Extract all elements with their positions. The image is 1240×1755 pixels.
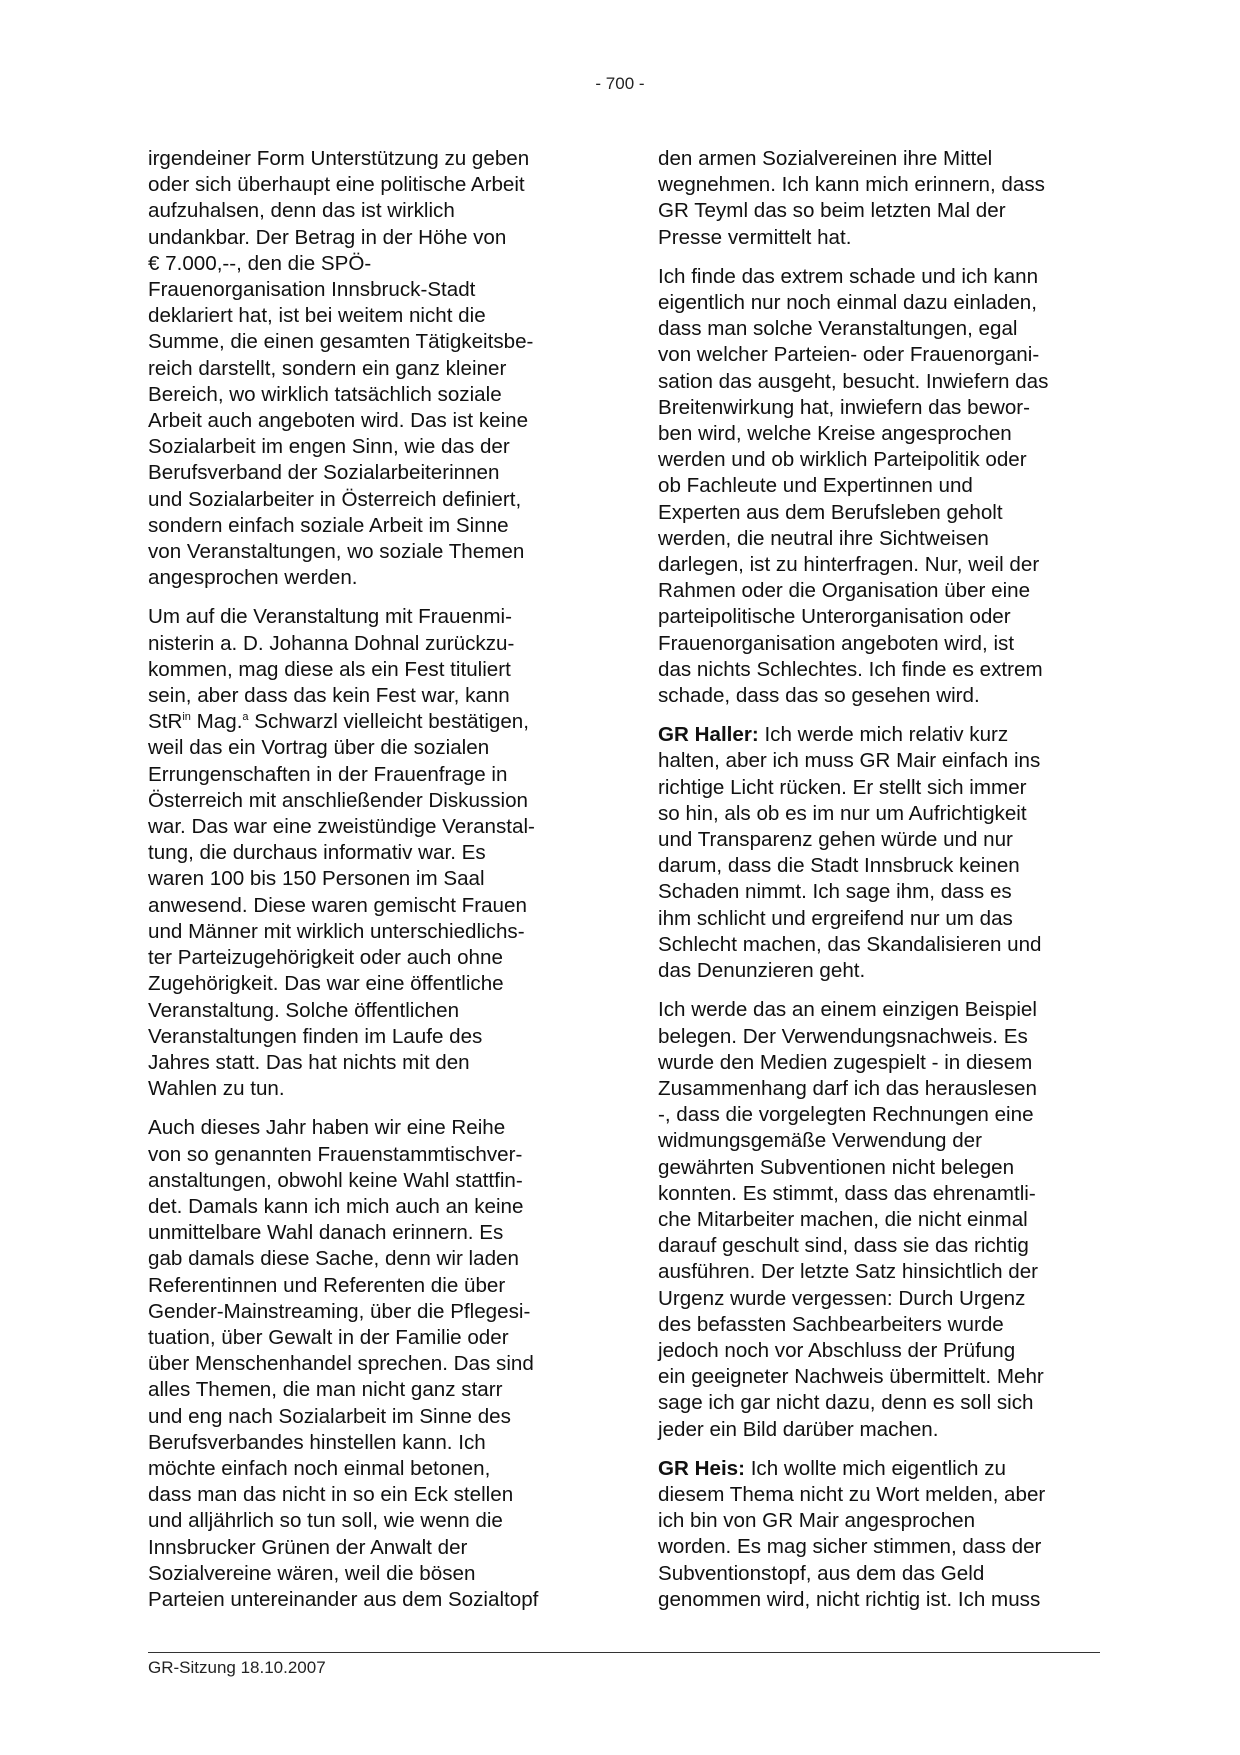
paragraph: Auch dieses Jahr haben wir eine Reihe von so genannten Frauenstammtischver- anstaltungen, obwohl keine Wahl stattfin- det. Damals kann ich mich auch an keine unmittelbare Wahl danach erinnern. Es gab damals diese Sache, denn wir laden Referentinnen und Referenten die über Gender-Mainstreaming, über die Pflegesi- tuation, über Gewalt in der Familie oder über Menschenhandel sprechen. Das sind alles Themen, die man nicht ganz starr und eng nach Sozialarbeit im Sinne des Berufsverbandes hinstellen kann. Ich möchte einfach noch einmal betonen, dass man das nicht in so ein Eck stellen und alljährlich so tun soll, wie wenn die Innsbrucker Grünen der Anwalt der Sozialvereine wären, weil die bösen Parteien untereinander aus dem Sozialtopf xyxy=(148,1116,539,1611)
left-column xyxy=(148,146,594,1626)
superscript: in xyxy=(182,711,191,724)
speaker-name: GR Heis: xyxy=(658,1456,745,1480)
footer-divider xyxy=(148,1652,1100,1653)
superscript: a xyxy=(242,711,249,724)
paragraph: irgendeiner Form Unterstützung zu geben oder sich überhaupt eine politische Arbeit aufzuhalsen, denn das ist wirklich undankbar. Der Betrag in der Höhe von € 7.000,--, den die SPÖ- Frauenorganisation Innsbruck-Stadt deklariert hat, ist bei weitem nicht die Summe, die einen gesamten Tätigkeitsbe- reich darstellt, sondern ein ganz kleiner Bereich, wo wirklich tatsächlich soziale Arbeit auch angeboten wird. Das ist keine Sozialarbeit im engen Sinn, wie das der Berufsverband der Sozialarbeiterinnen und Sozialarbeiter in Österreich definiert, sondern einfach soziale Arbeit im Sinne von Veranstaltungen, wo soziale Themen angesprochen werden. xyxy=(148,147,534,590)
paragraph xyxy=(658,1456,1104,1613)
paragraph-text: Ich werde mich relativ kurz halten, aber ich muss GR Mair einfach ins richtige Licht rücken. Er stellt sich immer so hin, als ob es im nur um Aufrichtigkeit und Transparenz gehen würde und nur darum, dass die Stadt Innsbruck keinen Schaden nimmt. Ich sage ihm, dass es ihm schlicht und ergreifend nur um das Schlecht machen, das Skandalisieren und das Denunzieren geht. xyxy=(658,723,1042,983)
paragraph: Ich finde das extrem schade und ich kann eigentlich nur noch einmal dazu einladen, dass man solche Veranstaltungen, egal von welcher Parteien- oder Frauenorgani- sation das ausgeht, besucht. Inwiefern das Breitenwirkung hat, inwiefern das bewor- ben wird, welche Kreise angesprochen werden und ob wirklich Parteipolitik oder ob Fachleute und Expertinnen und Experten aus dem Berufsleben geholt werden, die neutral ihre Sichtweisen darlegen, ist zu hinterfragen. Nur, weil der Rahmen oder die Organisation über eine parteipolitische Unterorganisation oder Frauenorganisation angeboten wird, ist das nichts Schlechtes. Ich finde es extrem schade, dass das so gesehen wird. xyxy=(658,264,1049,708)
page-number: - 700 - xyxy=(595,74,645,93)
right-column xyxy=(658,146,1104,1626)
paragraph xyxy=(148,604,594,1102)
paragraph xyxy=(658,722,1104,984)
footer-text: GR-Sitzung 18.10.2007 xyxy=(148,1658,326,1677)
paragraph-text: Ich wollte mich eigentlich zu diesem Thema nicht zu Wort melden, aber ich bin von GR Mair angesprochen worden. Es mag sicher stimmen, dass der Subventionstopf, aus dem das Geld genommen wird, nicht richtig ist. Ich muss xyxy=(658,1456,1046,1611)
paragraph-text: Mag. xyxy=(190,710,243,734)
paragraph: Ich werde das an einem einzigen Beispiel belegen. Der Verwendungsnachweis. Es wurde den Medien zugespielt - in diesem Zusammenhang darf ich das herauslesen -, dass die vorgelegten Rechnungen eine widmungsgemäße Verwendung der gewährten Subventionen nicht belegen konnten. Es stimmt, dass das ehrenamtli- che Mitarbeiter machen, die nicht einmal darauf geschult sind, dass sie das richtig ausführen. Der letzte Satz hinsichtlich der Urgenz wurde vergessen: Durch Urgenz des befassten Sachbearbeiters wurde jedoch noch vor Abschluss der Prüfung ein geeigneter Nachweis übermittelt. Mehr sage ich gar nicht dazu, denn es soll sich jeder ein Bild darüber machen. xyxy=(658,998,1044,1441)
speaker-name: GR Haller: xyxy=(658,723,759,747)
paragraph-text: Um auf die Veranstaltung mit Frauenmi- nisterin a. D. Johanna Dohnal zurückzu- kommen, mag diese als ein Fest tituliert sein, aber dass das kein Fest war, kann StR xyxy=(148,605,515,734)
paragraph: den armen Sozialvereinen ihre Mittel wegnehmen. Ich kann mich erinnern, dass GR Teyml das so beim letzten Mal der Presse vermittelt hat. xyxy=(658,147,1045,249)
paragraph-text: Schwarzl vielleicht bestätigen, weil das ein Vortrag über die sozialen Errungenschaften in der Frauenfrage in Österreich mit anschließender Diskussion war. Das war eine zweistündige Veranstal- tung, die durchaus informativ war. Es waren 100 bis 150 Personen im Saal anwesend. Diese waren gemischt Frauen und Männer mit wirklich unterschiedlichs- ter Parteizugehörigkeit oder auch ohne Zugehörigkeit. Das war eine öffentliche Veranstaltung. Solche öffentlichen Veranstaltungen finden im Laufe des Jahres statt. Das hat nichts mit den Wahlen zu tun. xyxy=(148,710,535,1101)
